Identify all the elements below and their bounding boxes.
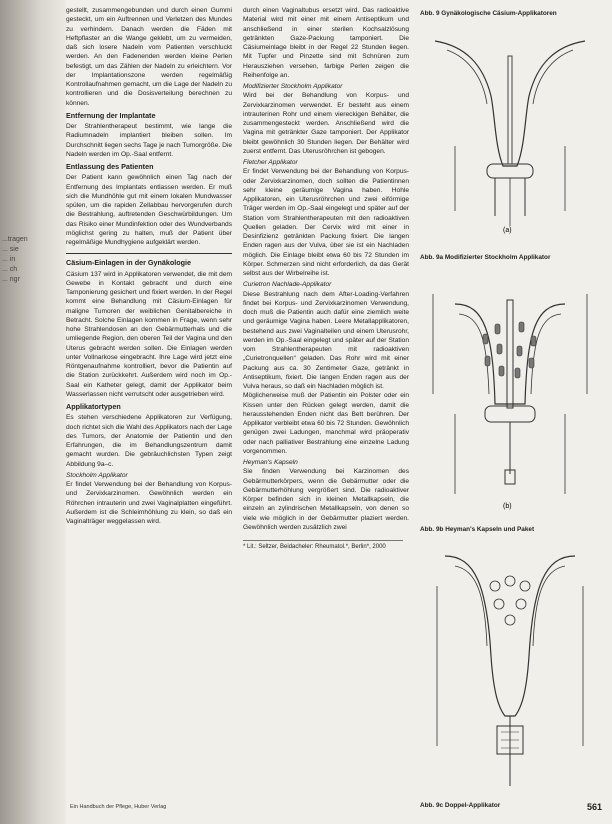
figure-caption-9b: Abb. 9b Heyman's Kapseln und Paket — [420, 526, 535, 533]
book-binding-shadow — [0, 0, 66, 824]
paragraph: Cäsium 137 wird in Applikatoren verwendet, die mit dem Gewebe in Kontakt gebracht und durch eine Tamponierung gesichert und fixiert werden. In der Regel kommt eine Behandlung mit Cäsium-Einlagen für maligne Tumoren der weiblichen Genitalbereiche in Betracht. Solche Einlagen kommen in Frage, wenn sehr hohe Strahlendosen an den Gebärmutterhals und die umliegende Region, den oberen Teil der Vagina und den Uterus gebracht werden sollen. Die Einlagen werden unter Vollnarkose eingebracht. Ihre Lage wird jetzt eine Röntgenaufnahme kontrolliert, bevor die Patientin auf die Station zurückkehrt. Außerdem wird noch im Op.-Saal ein Katheter gelegt, damit der Applikator beim Wasserlassen nicht verrutscht oder ausgetrieben wird. — [66, 270, 232, 398]
paragraph: Er findet Verwendung bei der Behandlung von Korpus- oder Zervixkarzinomen, doch sollten die Patientinnen sehr kleine geräumige Vagina haben. Hohle Applikatoren, ein Uterusröhrchen und zwei eiförmige Träger werden im Op.-Saal eingelegt und später auf der Station vom Strahlentherapeuten mit den radioaktiven Quellen geladen. Der Cervix wird mit einer in Desinfizienz getränkten Packung fixiert. Die langen Enden ragen aus der Vulva, über sie ist ein Nachladen möglich. Die Einlage bleibt etwa 60 bis 72 Stunden im Körper. Schmerzen sind nicht erforderlich, da das Gerät selbst aus der Wirbelreihe ist. — [243, 168, 409, 277]
paragraph: durch einen Vaginaltubus ersetzt wird. Das radioaktive Material wird mit einer mit einem Antiseptikum und anschließend in einer sterilen Kochsalzlösung getränkten Gaze-Packung tamponiert. Die Cäsiumeinlage bleibt in der Regel 22 Stunden liegen. Mit Tupfer und Pinzette sind mit Schnüren zum Herausziehen versehen, farbige Perlen zeigen die Reihenfolge an. — [243, 7, 409, 79]
paragraph: Er findet Verwendung bei der Behandlung von Korpus- und Zervixkarzinomen. Gewöhnlich werden ein Röhrchen intrauterin und zwei Vaginalplatten eingeführt. Außerdem ist die Schleimhöhlung zu klein, so daß ein Vaginalträger weggelassen wird. — [66, 481, 232, 525]
applicator-diagram-a — [425, 36, 595, 236]
figures-column — [420, 6, 603, 816]
subheading-stockholm: Stockholm Applikator — [66, 471, 128, 479]
paragraph: Es stehen verschiedene Applikatoren zur Verfügung, doch richtet sich die Wahl des Applikators nach der Lage des Tumors, der Anatomie der Patientin und den Erfahrungen, die im Behandlungszentrum damit gemacht wurden. Die gebräuchlichsten Typen zeigt Abbildung 9a–c. — [66, 414, 232, 468]
heading-entfernung: Entfernung der Implantate — [66, 110, 156, 120]
facing-page-edge-text: ...tragen ... sie ... in ... ch ... ngr — [2, 236, 28, 283]
text-column-middle — [243, 6, 409, 551]
paragraph: Der Strahlentherapeut bestimmt, wie lange die Radiumnadeln implantiert bleiben sollen. Im Durchschnitt liegen sechs Tage je nach Tumorgröße. Die Nadeln werden im Op.-Saal entfernt. — [66, 123, 232, 158]
heading-caesium: Cäsium-Einlagen in der Gynäkologie — [66, 258, 192, 268]
subheading-heyman: Heyman's Kapseln — [243, 459, 298, 466]
applicator-diagram-c — [425, 546, 595, 796]
footer-source: Ein Handbuch der Pflege, Huber Verlag — [70, 804, 167, 810]
paragraph: Sie finden Verwendung bei Karzinomen des Gebärmutterkörpers, wenn die Gebärmutter oder die Gebärmutterhöhlung vergrößert sind. Die radioaktiver Körper befinden sich in kleinen Metallkapseln, die einzeln an zylindrischen Metallkapseln, von denen so viele wie möglich in der Gebärmutter plaziert werden. Gewöhnlich werden zusätzlich zwei — [243, 468, 409, 531]
applicator-diagram-b — [425, 274, 595, 514]
heading-entlassung: Entlassung des Patienten — [66, 162, 154, 171]
figure-caption-9: Abb. 9 Gynäkologische Cäsium-Applikatoren — [420, 10, 557, 17]
figure-caption-9a: Abb. 9a Modifizierter Stockholm Applikator — [420, 254, 551, 261]
paragraph: Wird bei der Behandlung von Korpus- und Zervixkarzinomen verwendet. Er besteht aus einem intrauterinen Rohr und einem viereckigen Behälter, die zusammengesteckt werden. Anschließend wird die Vagina mit getränkter Gaze tamponiert. Der Applikator bleibt gewöhnlich 30 Stunden liegen. Der Behälter wird zuerst entfernt. Das Uterusröhrchen ist gebogen. — [243, 92, 409, 155]
figure-label-a: (a) — [503, 227, 512, 234]
subheading-fletcher: Fletcher Applikator — [243, 159, 298, 166]
paragraph: gestellt, zusammengebunden und durch einen Gummi gesteckt, um ein Auftrennen und Verletzen des Mundes zu verhindern. Danach werden die Fäden mit Heftpflaster an die Wange geklebt, um zu vermeiden, daß sich losere Nadeln vom Patienten verschluckt werden. An den Fadenenden werden kleine Perlen befestigt, um das Zählen der Nadeln zu erleichtern. Vor der Implantationszone werden regelmäßig Kontrollaufnahmen gemacht, um die Lage der Nadeln zu kontrollieren und die Dosisverteilung berechnen zu können. — [66, 7, 232, 107]
subheading-curietron: Curietron Nachlade-Applikator — [243, 281, 332, 289]
page-number: 561 — [587, 802, 603, 812]
text-column-left — [66, 6, 232, 526]
heading-applikatortypen: Applikatortypen — [66, 402, 121, 411]
paragraph: Diese Bestrahlung nach dem After-Loading-Verfahren findet bei Korpus- und Zervixkarzinomen Verwendung, doch muß die Patientin auch dafür eine ziemlich weite und geräumige Vagina haben. Leere Metallapplikatoren, bestehend aus zwei Vaginalteilen und einem Uterusrohr, werden im Op.-Saal eingelegt und später auf der Station vom Strahlentherapeuten mit radioaktiven „Curietronquellen“ geladen. Das Rohr wird mit einer Packung aus ca. 30 Zentimeter Gaze, getränkt in Antiseptikum, fixiert. Die langen Enden ragen aus der Vulva heraus, so daß ein Nachladen möglich ist. — [243, 290, 409, 390]
footnote: * Lit.: Seltzer, Beidacheler: Rheumatol.*, Berlin*, 2000 — [243, 540, 403, 551]
figure-caption-9c: Abb. 9c Doppel-Applikator — [420, 802, 501, 809]
subheading-mod-stockholm: Modifizierter Stockholm Applikator — [243, 83, 343, 90]
section-divider — [66, 253, 232, 254]
paragraph: Der Patient kann gewöhnlich einen Tag nach der Entfernung des Implantats entlassen werden. Er muß sich die Mundhöhle gut mit einem lokalen Mundwasser spülen, um die rapiden Zellabbau hervorgerufen durch die Bestrahlung, auftretenden Geschwürbildungen. Um das Risiko einer Mundinfektion oder des Wundverbands möglichst gering zu halten, muß der Patient über regelmäßige Mundhygiene aufgeklärt werden. — [66, 174, 232, 246]
figure-label-b: (b) — [503, 503, 512, 510]
paragraph: Möglicherweise muß der Patientin ein Polster oder ein Kissen unter den Rücken gelegt werden, damit die herausstehenden Enden nicht das Bett berühren. Der Applikator verbleibt etwa 60 bis 72 Stunden. Gewöhnlich genügen zwei Ladungen, manchmal wird präoperativ oder nach palliativer Bestrahlung eine einzelne Ladung vorgenommen. — [243, 392, 409, 455]
